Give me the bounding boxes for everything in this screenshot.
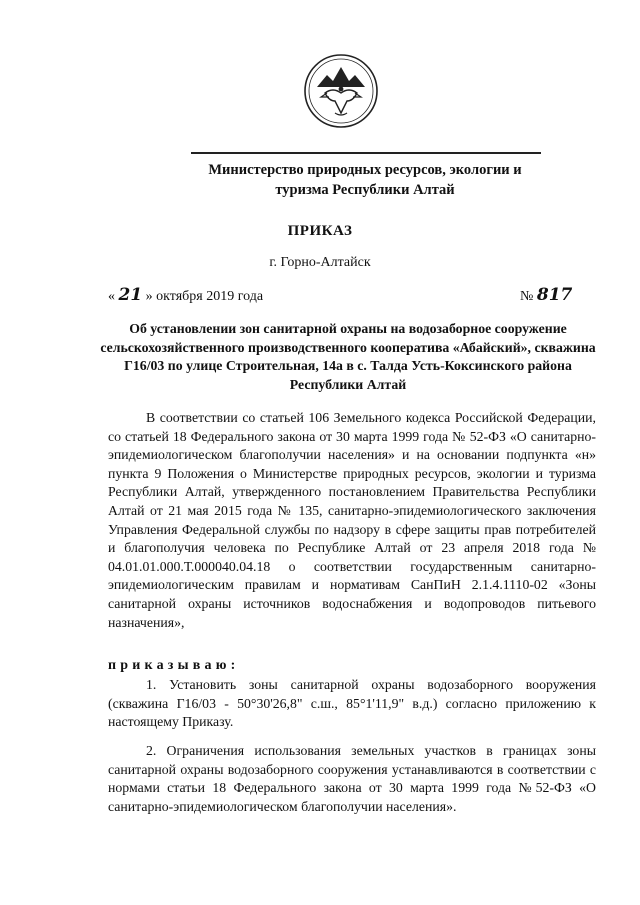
order-date	[108, 285, 263, 305]
date-month-year: октября 2019 года	[156, 289, 264, 304]
order-item-2: 2. Ограничения использования земельных участков в границах зоны санитарной охраны водозаборного сооружения устанавливаются в соответствии с нормами статьи 18 Федерального закона от 30 марта 1999 года №52-ФЗ «О санитарно-эпидемиологическом благополучии населения».	[108, 743, 596, 814]
header-rule	[191, 152, 541, 154]
order-keyword: приказываю:	[108, 658, 240, 673]
order-subject: Об установлении зон санитарной охраны на водозаборное сооружение сельскохозяйственного производственного кооператива «Абайский», скважина Г16/03 по улице Строительная, 14а в с. Талда Усть-Коксинского района Республики Алтай	[100, 321, 596, 393]
preamble-paragraph: В соответствии со статьей 106 Земельного кодекса Российской Федерации, со статьей 18 Федерального закона от 30 марта 1999 года № 52-ФЗ «О санитарно-эпидемиологическом благополучии населения» и на основании подпункта «н» пункта 9 Положения о Министерстве природных ресурсов, экологии и туризма Республики Алтай, утвержденного постановлением Правительства Республики Алтай от 21 мая 2015 года № 135, санитарно-эпидемиологического заключения Управления Федеральной службы по надзору в сфере защиты прав потребителей и благополучия человека по Республике Алтай от 23 апреля 2018 года № 04.01.01.000.Т.000040.04.18 о соответствии государственным санитарно-эпидемиологическим правилам и нормативам СанПиН 2.1.4.1110-02 «Зоны санитарной охраны источников водоснабжения и водопроводов питьевого назначения»,	[108, 410, 596, 630]
ministry-line-1: Министерство природных ресурсов, экологии и	[208, 162, 522, 178]
handwritten-number: 817	[536, 285, 573, 305]
city-line: г. Горно-Алтайск	[269, 255, 371, 270]
order-number	[520, 285, 572, 305]
coat-of-arms-icon	[303, 53, 379, 129]
ministry-line-2: туризма Республики Алтай	[275, 182, 455, 198]
date-open-quote: «	[108, 289, 115, 304]
number-sign: №	[520, 289, 534, 304]
ministry-name	[150, 160, 580, 200]
handwritten-day: 21	[118, 285, 143, 305]
order-item-1: 1. Установить зоны санитарной охраны водозаборного вооружения (скважина Г16/03 - 50°30'26,8" с.ш., 85°1'11,9" в.д.) согласно приложению к настоящему Приказу.	[108, 677, 596, 730]
date-close-quote: »	[145, 289, 153, 304]
document-title: ПРИКАЗ	[287, 223, 353, 239]
